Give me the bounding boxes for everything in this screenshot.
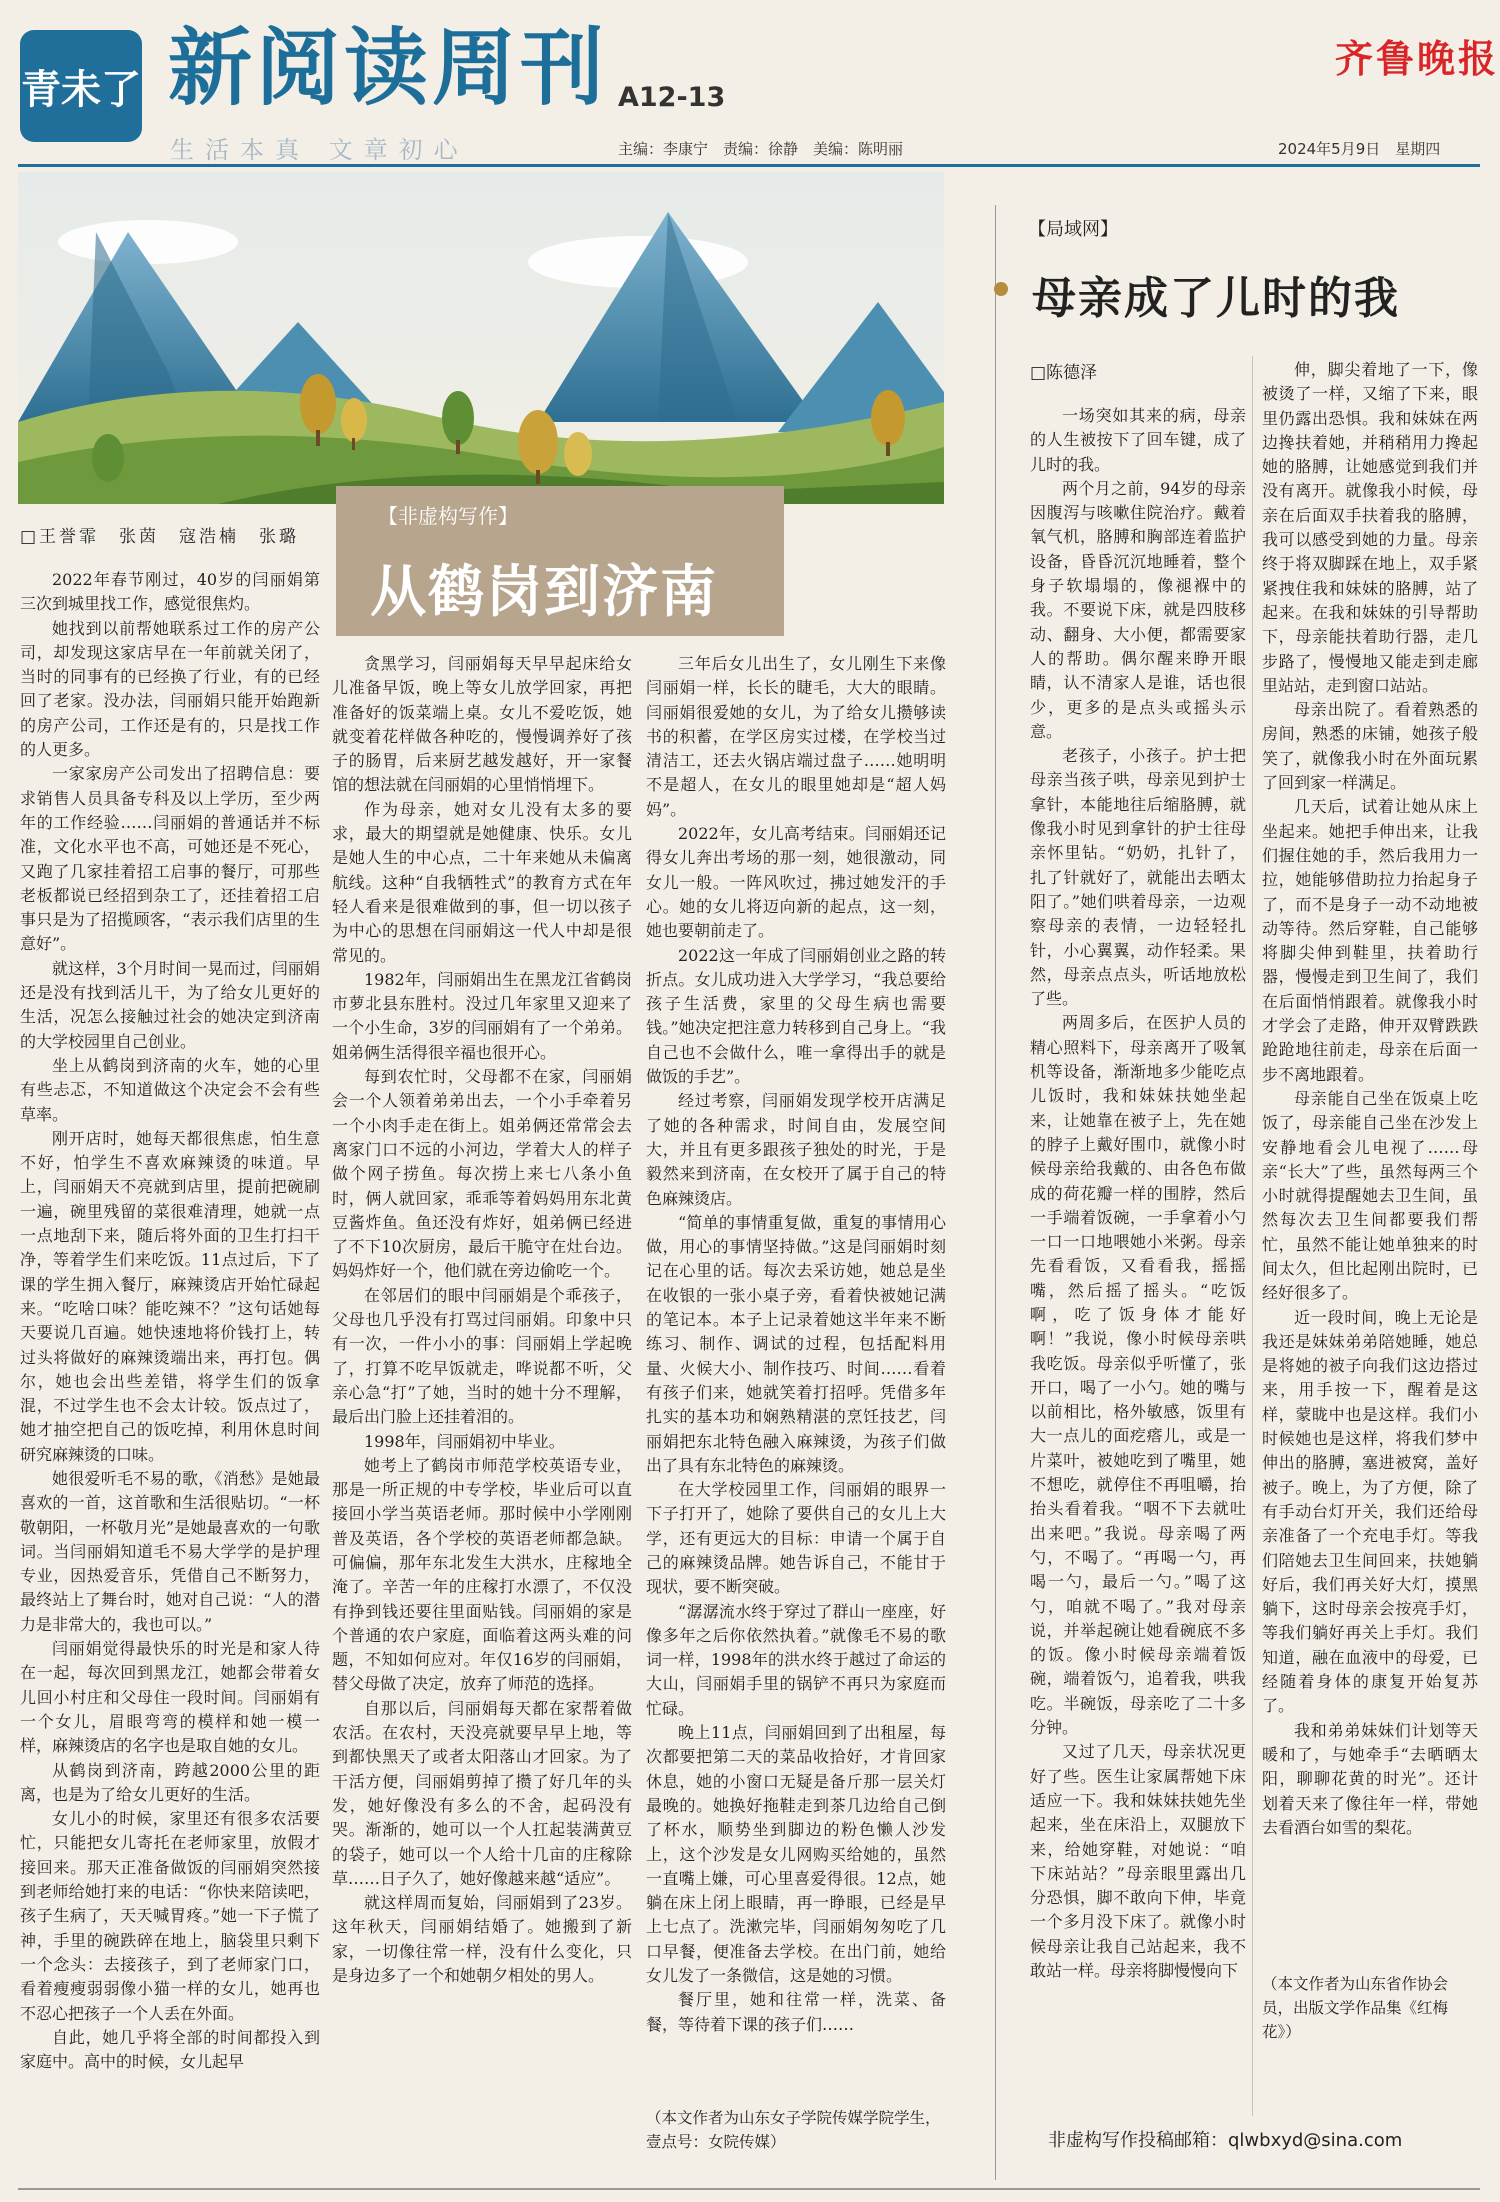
paragraph: 闫丽娟觉得最快乐的时光是和家人待在一起，每次回到黑龙江，她都会带着女儿回小村庄和父母住一段时间。闫丽娟有一个女儿，眉眼弯弯的模样和她一模一样，麻辣烫店的名字也是取自她的女儿。: [20, 1639, 320, 1756]
paragraph: 老孩子，小孩子。护士把母亲当孩子哄，母亲见到护士拿针，本能地往后缩胳膊，就像我小时见到拿针的护士往母亲怀里钻。“奶奶，扎针了，扎了针就好了，就能出去晒太阳了。”她们哄着母亲，一边观察母亲的表情，一边轻轻扎针，小心翼翼，动作轻柔。果然，母亲点点头，听话地放松了些。: [1030, 746, 1246, 1009]
paragraph: 近一段时间，晚上无论是我还是妹妹弟弟陪她睡，她总是将她的被子向我们这边搭过来，用手按一下，醒着是这样，蒙眬中也是这样。我们小时候她也是这样，将我们梦中伸出的胳膊，塞进被窝，盖好被子。晚上，为了方便，除了有手动台灯开关，我们还给母亲准备了一个充电手灯。等我们陪她去卫生间回来，扶她躺好后，我们再关好大灯，摸黑躺下，这时母亲会按亮手灯，等我们躺好再关上手灯。我们知道，融在血液中的母爱，已经随着身体的康复开始复苏了。: [1262, 1307, 1478, 1716]
article1-author-note: （本文作者为山东女子学院传媒学院学生，壹点号：女院传媒）: [646, 2109, 941, 2151]
paragraph: 从鹤岗到济南，跨越2000公里的距离，也是为了给女儿更好的生活。: [20, 1760, 320, 1804]
masthead-rule: [18, 164, 1480, 167]
paragraph: 在大学校园里工作，闫丽娟的眼界一下子打开了，她除了要供自己的女儿上大学，还有更远大的目标：申请一个属于自己的麻辣烫品牌。她告诉自己，不能甘于现状，要不断突破。: [646, 1480, 946, 1597]
editors-line: 主编：李康宁 责编：徐静 美编：陈明丽: [618, 140, 904, 158]
submission-email: 非虚构写作投稿邮箱：qlwbxyd@sina.com: [1048, 2130, 1403, 2151]
newspaper-brand: 齐鲁晚报: [1335, 36, 1500, 81]
article2-byline: □陈德泽: [1030, 363, 1098, 383]
paragraph: 2022年春节刚过，40岁的闫丽娟第三次到城里找工作，感觉很焦灼。: [20, 570, 320, 614]
paragraph: 三年后女儿出生了，女儿刚生下来像闫丽娟一样，长长的睫毛，大大的眼睛。闫丽娟很爱她的女儿，为了给女儿攒够读书的积蓄，在学区房实过楼，在学校当过清洁工，还去火锅店端过盘子……她明明不是超人，在女儿的眼里她却是“超人妈妈”。: [646, 654, 946, 819]
paragraph: 就这样周而复始，闫丽娟到了23岁。这年秋天，闫丽娟结婚了。她搬到了新家，一切像往常一样，没有什么变化，只是身边多了一个和她朝夕相处的男人。: [332, 1893, 632, 1986]
section-logo: [20, 30, 142, 142]
paragraph: 自此，她几乎将全部的时间都投入到家庭中。高中的时候，女儿起早: [20, 2027, 320, 2072]
article2-column-2: [1262, 358, 1478, 1966]
paragraph: 晚上11点，闫丽娟回到了出租屋，每次都要把第二天的菜品收拾好，才肯回家休息，她的小窗口无疑是备斤那一层关灯最晚的。她换好拖鞋走到茶几边给自己倒了杯水，顺势坐到脚边的粉色懒人沙发上，这个沙发是女儿网购买给她的，虽然一直嘴上嫌，可心里喜爱得很。12点，她躺在床上闭上眼睛，再一睁眼，已经是早上七点了。洗漱完毕，闫丽娟匆匆吃了几口早餐，便准备去学校。在出门前，她给女儿发了一条微信，这是她的习惯。: [646, 1723, 946, 1986]
paragraph: 就这样，3个月时间一晃而过，闫丽娟还是没有找到活儿干，为了给女儿更好的生活，况怎么接触过社会的她决定到济南的大学校园里自己创业。: [20, 958, 320, 1051]
section-title: 新阅读周刊: [168, 18, 609, 117]
article1-column-2: [332, 652, 632, 1986]
paragraph: 母亲出院了。看着熟悉的房间，熟悉的床铺，她孩子般笑了，就像我小时在外面玩累了回到家一样满足。: [1262, 700, 1478, 793]
paragraph: 女儿小的时候，家里还有很多农活要忙，只能把女儿寄托在老师家里，放假才接回来。那天正准备做饭的闫丽娟突然接到老师给她打来的电话：“你快来陪读吧，孩子生病了，天天喊胃疼。”她一下子慌了神，手里的碗跌碎在地上，脑袋里只剩下一个念头：去接孩子，到了老师家门口，看着瘦瘦弱弱像小猫一样的女儿，她再也不忍心把孩子一个人丢在外面。: [20, 1809, 320, 2023]
paragraph: “简单的事情重复做，重复的事情用心做，用心的事情坚持做。”这是闫丽娟时刻记在心里的话。每次去采访她，她总是坐在收银的一张小桌子旁，看着快被她记满的笔记本。本子上记录着她这半年来不断练习、制作、调试的过程，包括配料用量、火候大小、制作技巧、时间……看着有孩子们来，她就笑着打招呼。凭借多年扎实的基本功和娴熟精湛的烹饪技艺，闫丽娟把东北特色融入麻辣烫，为孩子们做出了具有东北特色的麻辣烫。: [646, 1212, 946, 1475]
article1-headline: 从鹤岗到济南: [370, 559, 718, 625]
paragraph: 自那以后，闫丽娟每天都在家帮着做农活。在农村，天没亮就要早早上地，等到都快黑天了或者太阳落山才回家。为了干活方便，闫丽娟剪掉了攒了好几年的头发，她好像没有多么的不舍，起码没有哭。渐渐的，她可以一个人扛起装满黄豆的袋子，她可以一个人给十几亩的庄稼除草……日子久了，她好像越来越“适应”。: [332, 1698, 632, 1888]
paragraph: 她很爱听毛不易的歌，《消愁》是她最喜欢的一首，这首歌和生活很贴切。“一杯敬朝阳，一杯敬月光”是她最喜欢的一句歌词。当闫丽娟知道毛不易大学学的是护理专业，因热爱音乐，凭借自己不断努力，最终站上了舞台时，她对自己说：“人的潜力是非常大的，我也可以。”: [20, 1468, 320, 1634]
paragraph: 几天后，试着让她从床上坐起来。她把手伸出来，让我们握住她的手，然后我用力一拉，她能够借助拉力抬起身子了，而不是身子一动不动地被动等待。然后穿鞋，自己能够将脚尖伸到鞋里，扶着助行器，慢慢走到卫生间了，我们在后面悄悄跟着。就像我小时才学会了走路，伸开双臂跌跌跄跄地往前走，母亲在后面一步不离地跟着。: [1262, 797, 1478, 1084]
paragraph: 2022这一年成了闫丽娟创业之路的转折点。女儿成功进入大学学习，“我总要给孩子生活费，家里的父母生病也需要钱。”她决定把注意力转移到自己身上。“我自己也不会做什么，唯一拿得出手的就是做饭的手艺”。: [646, 945, 946, 1087]
paragraph: 伸，脚尖着地了一下，像被烫了一样，又缩了下来，眼里仍露出恐惧。我和妹妹在两边搀扶着她，并稍稍用力搀起她的胳膊，让她感觉到我们并没有离开。就像我小时候，母亲在后面双手扶着我的胳膊，我可以感受到她的力量。母亲终于将双脚踩在地上，双手紧紧拽住我和妹妹的胳膊，站了起来。在我和妹妹的引导帮助下，母亲能扶着助行器，走几步路了，慢慢地又能走到走廊里站站，走到窗口站站。: [1262, 360, 1478, 695]
article1-column-3: [646, 652, 946, 2100]
paragraph: 一家家房产公司发出了招聘信息：要求销售人员具备专科及以上学历，至少两年的工作经验……闫丽娟的普通话并不标准，文化水平也不高，可她还是不死心，又跑了几家挂着招工启事的餐厅，可那些老板都说已经招到杂工了，还挂着招工启事只是为了招揽顾客，“表示我们店里的生意好”。: [20, 764, 320, 954]
paragraph: 每到农忙时，父母都不在家，闫丽娟会一个人领着弟弟出去，一个小手牵着另一个小肉手走在街上。姐弟俩还常常会去离家门口不远的小河边，学着大人的样子做个网子捞鱼。每次捞上来七八条小鱼时，俩人就回家，乖乖等着妈妈用东北黄豆酱炸鱼。鱼还没有炸好，姐弟俩已经进了不下10次厨房，最后干脆守在灶台边。妈妈炸好一个，他们就在旁边偷吃一个。: [332, 1067, 632, 1281]
section-logo-text: 青未了: [21, 65, 141, 113]
paragraph: 1982年，闫丽娟出生在黑龙江省鹤岗市萝北县东胜村。没过几年家里又迎来了一个小生命，3岁的闫丽娟有了一个弟弟。姐弟俩生活得很辛福也很开心。: [332, 969, 632, 1062]
paragraph: 一场突如其来的病，母亲的人生被按下了回车键，成了儿时的我。: [1030, 406, 1246, 474]
paragraph: 坐上从鹤岗到济南的火车，她的心里有些忐忑，不知道做这个决定会不会有些草率。: [20, 1055, 320, 1124]
paragraph: 刚开店时，她每天都很焦虑，怕生意不好，怕学生不喜欢麻辣烫的味道。早上，闫丽娟天不亮就到店里，提前把碗刷一遍，碗里残留的菜很难清理，她就一点一点地刮下来，随后将外面的卫生打扫干净，等着学生们来吃饭。11点过后，下了课的学生拥入餐厅，麻辣烫店开始忙碌起来。“吃啥口味？能吃辣不？”这句话她每天要说几百遍。她快速地将价钱打上，转过头将做好的麻辣烫端出来，再打包。偶尔，她也会出些差错，将学生们的饭拿混，不过学生也不会太计较。饭点过了，她才抽空把自己的饭吃掉，利用休息时间研究麻辣烫的口味。: [20, 1128, 320, 1464]
article1-column-tag: 【非虚构写作】: [378, 504, 518, 528]
paragraph: 1998年，闫丽娟初中毕业。: [364, 1431, 565, 1451]
title-bullet-icon: [994, 282, 1008, 296]
article2-headline: 母亲成了儿时的我: [1032, 273, 1400, 324]
paragraph: 餐厅里，她和往常一样，洗菜、备餐，等待着下课的孩子们……: [646, 1990, 946, 2034]
paragraph: 作为母亲，她对女儿没有太多的要求，最大的期望就是她健康、快乐。女儿是她人生的中心点，二十年来她从未偏离航线。这种“自我牺牲式”的教育方式在年轻人看来是很难做到的事，但一切以孩子为中心的思想在闫丽娟这一代人中却是很常见的。: [332, 799, 632, 965]
paragraph: 又过了几天，母亲状况更好了些。医生让家属帮她下床适应一下。我和妹妹扶她先坐起来，坐在床沿上，双腿放下来，给她穿鞋，对她说：“咱下床站站？”母亲眼里露出几分恐惧，脚不敢向下伸，毕竟一个多月没下床了。就像小时候母亲让我自己站起来，我不敢站一样。母亲将脚慢慢向下: [1030, 1742, 1246, 1980]
paragraph: 经过考察，闫丽娟发现学校开店满足了她的各种需求，时间自由，发展空间大，并且有更多跟孩子独处的时光，于是毅然来到济南，在女校开了属于自己的特色麻辣烫店。: [646, 1091, 946, 1208]
paragraph: “潺潺流水终于穿过了群山一座座，好像多年之后你依然执着。”就像毛不易的歌词一样，1998年的洪水终于越过了命运的大山，闫丽娟手里的锅铲不再只为家庭而忙碌。: [646, 1601, 946, 1718]
paragraph: 我和弟弟妹妹们计划等天暖和了，与她牵手“去晒晒太阳，聊聊花黄的时光”。还计划着天来了像往年一样，带她去看酒台如雪的梨花。: [1262, 1720, 1478, 1837]
paragraph: 母亲能自己坐在饭桌上吃饭了，母亲能自己坐在沙发上安静地看会儿电视了……母亲“长大”了些，虽然每两三个小时就得提醒她去卫生间，虽然每次去卫生间都要我们帮忙，虽然不能让她单独来的时间太久，但比起刚出院时，已经好很多了。: [1262, 1088, 1478, 1303]
paragraph: 两个月之前，94岁的母亲因腹泻与咳嗽住院治疗。戴着氧气机，胳膊和胸部连着监护设备，昏昏沉沉地睡着，整个身子软塌塌的，像褪褓中的我。不要说下床，就是四肢移动、翻身、大小便，都需要家人的帮助。偶尔醒来睁开眼睛，认不清家人是谁，话也很少，更多的是点头或摇头示意。: [1030, 478, 1246, 741]
article2-column-1: [1030, 404, 1246, 2110]
paragraph: 她找到以前帮她联系过工作的房产公司，却发现这家店早在一年前就关闭了，当时的同事有的已经换了行业，有的已经回了老家。没办法，闫丽娟只能开始跑新的房产公司，工作还是有的，只是找工作的人更多。: [20, 618, 320, 760]
article1-column-1: [20, 568, 320, 2166]
issue-date: 2024年5月9日 星期四: [1278, 140, 1441, 158]
paragraph: 贪黑学习，闫丽娟每天早早起床给女儿准备早饭，晚上等女儿放学回家，再把准备好的饭菜端上桌。女儿不爱吃饭，她就变着花样做各种吃的，慢慢调养好了孩子的肠胃，后来厨艺越发越好，开一家餐馆的想法就在闫丽娟的心里悄悄埋下。: [332, 654, 632, 795]
bottom-rule: [18, 2188, 1480, 2190]
article2-author-note: （本文作者为山东省作协会员，出版文学作品集《红梅花》）: [1262, 1975, 1449, 2041]
article2-column-tag: 【局域网】: [1028, 219, 1118, 240]
page-code: A12-13: [618, 82, 726, 113]
column-divider: [1252, 356, 1253, 2116]
paragraph: 2022年，女儿高考结束。闫丽娟还记得女儿奔出考场的那一刻，她很激动，同女儿一般。一阵风吹过，拂过她发汗的手心。她的女儿将迈向新的起点，这一刻，她也要朝前走了。: [646, 824, 946, 941]
paragraph: 在邻居们的眼中闫丽娟是个乖孩子，父母也几乎没有打骂过闫丽娟。印象中只有一次，一件小小的事：闫丽娟上学起晚了，打算不吃早饭就走，哗说都不听，父亲心急“打”了她，当时的她十分不理解，最后出门脸上还挂着泪的。: [332, 1285, 632, 1427]
paragraph: 两周多后，在医护人员的精心照料下，母亲离开了吸氧机等设备，渐渐地多少能吃点儿饭时，我和妹妹扶她坐起来，让她靠在被子上，先在她的脖子上戴好围巾，就像小时候母亲给我戴的、由各色布做成的荷花瓣一样的围脖，然后一手端着饭碗，一手拿着小勺一口一口地喂她小米粥。母亲先看看饭，又看看我，摇摇嘴，然后摇了摇头。“吃饭啊，吃了饭身体才能好啊！”我说，像小时候母亲哄我吃饭。母亲似乎听懂了，张开口，喝了一小勺。她的嘴与以前相比，格外敏感，饭里有大一点儿的面疙瘩儿，或是一片菜叶，被她吃到了嘴里，她不想吃，就停住不再咀嚼，抬抬头看着我。“咽不下去就吐出来吧。”我说。母亲喝了两勺，不喝了。“再喝一勺，再喝一勺，最后一勺。”喝了这勺，咱就不喝了。”我对母亲说，并举起碗让她看碗底不多的饭。像小时候母亲端着饭碗，端着饭勺，追着我，哄我吃。半碗饭，母亲吃了二十多分钟。: [1030, 1013, 1246, 1738]
paragraph: 她考上了鹤岗市师范学校英语专业，那是一所正规的中专学校，毕业后可以直接回小学当英语老师。那时候中小学刚刚普及英语，各个学校的英语老师都急缺。可偏偏，那年东北发生大洪水，庄稼地全淹了。辛苦一年的庄稼打水漂了，不仅没有挣到钱还要往里面贴钱。闫丽娟的家是个普通的农户家庭，面临着这两头难的问题，不知如何应对。年仅16岁的闫丽娟，替父母做了决定，放弃了师范的选择。: [332, 1455, 632, 1694]
landscape-illustration: [18, 172, 944, 504]
slogan: 生活本真 文章初心: [170, 136, 469, 164]
article1-byline: □王誉霏 张茵 寇浩楠 张璐: [20, 527, 300, 547]
